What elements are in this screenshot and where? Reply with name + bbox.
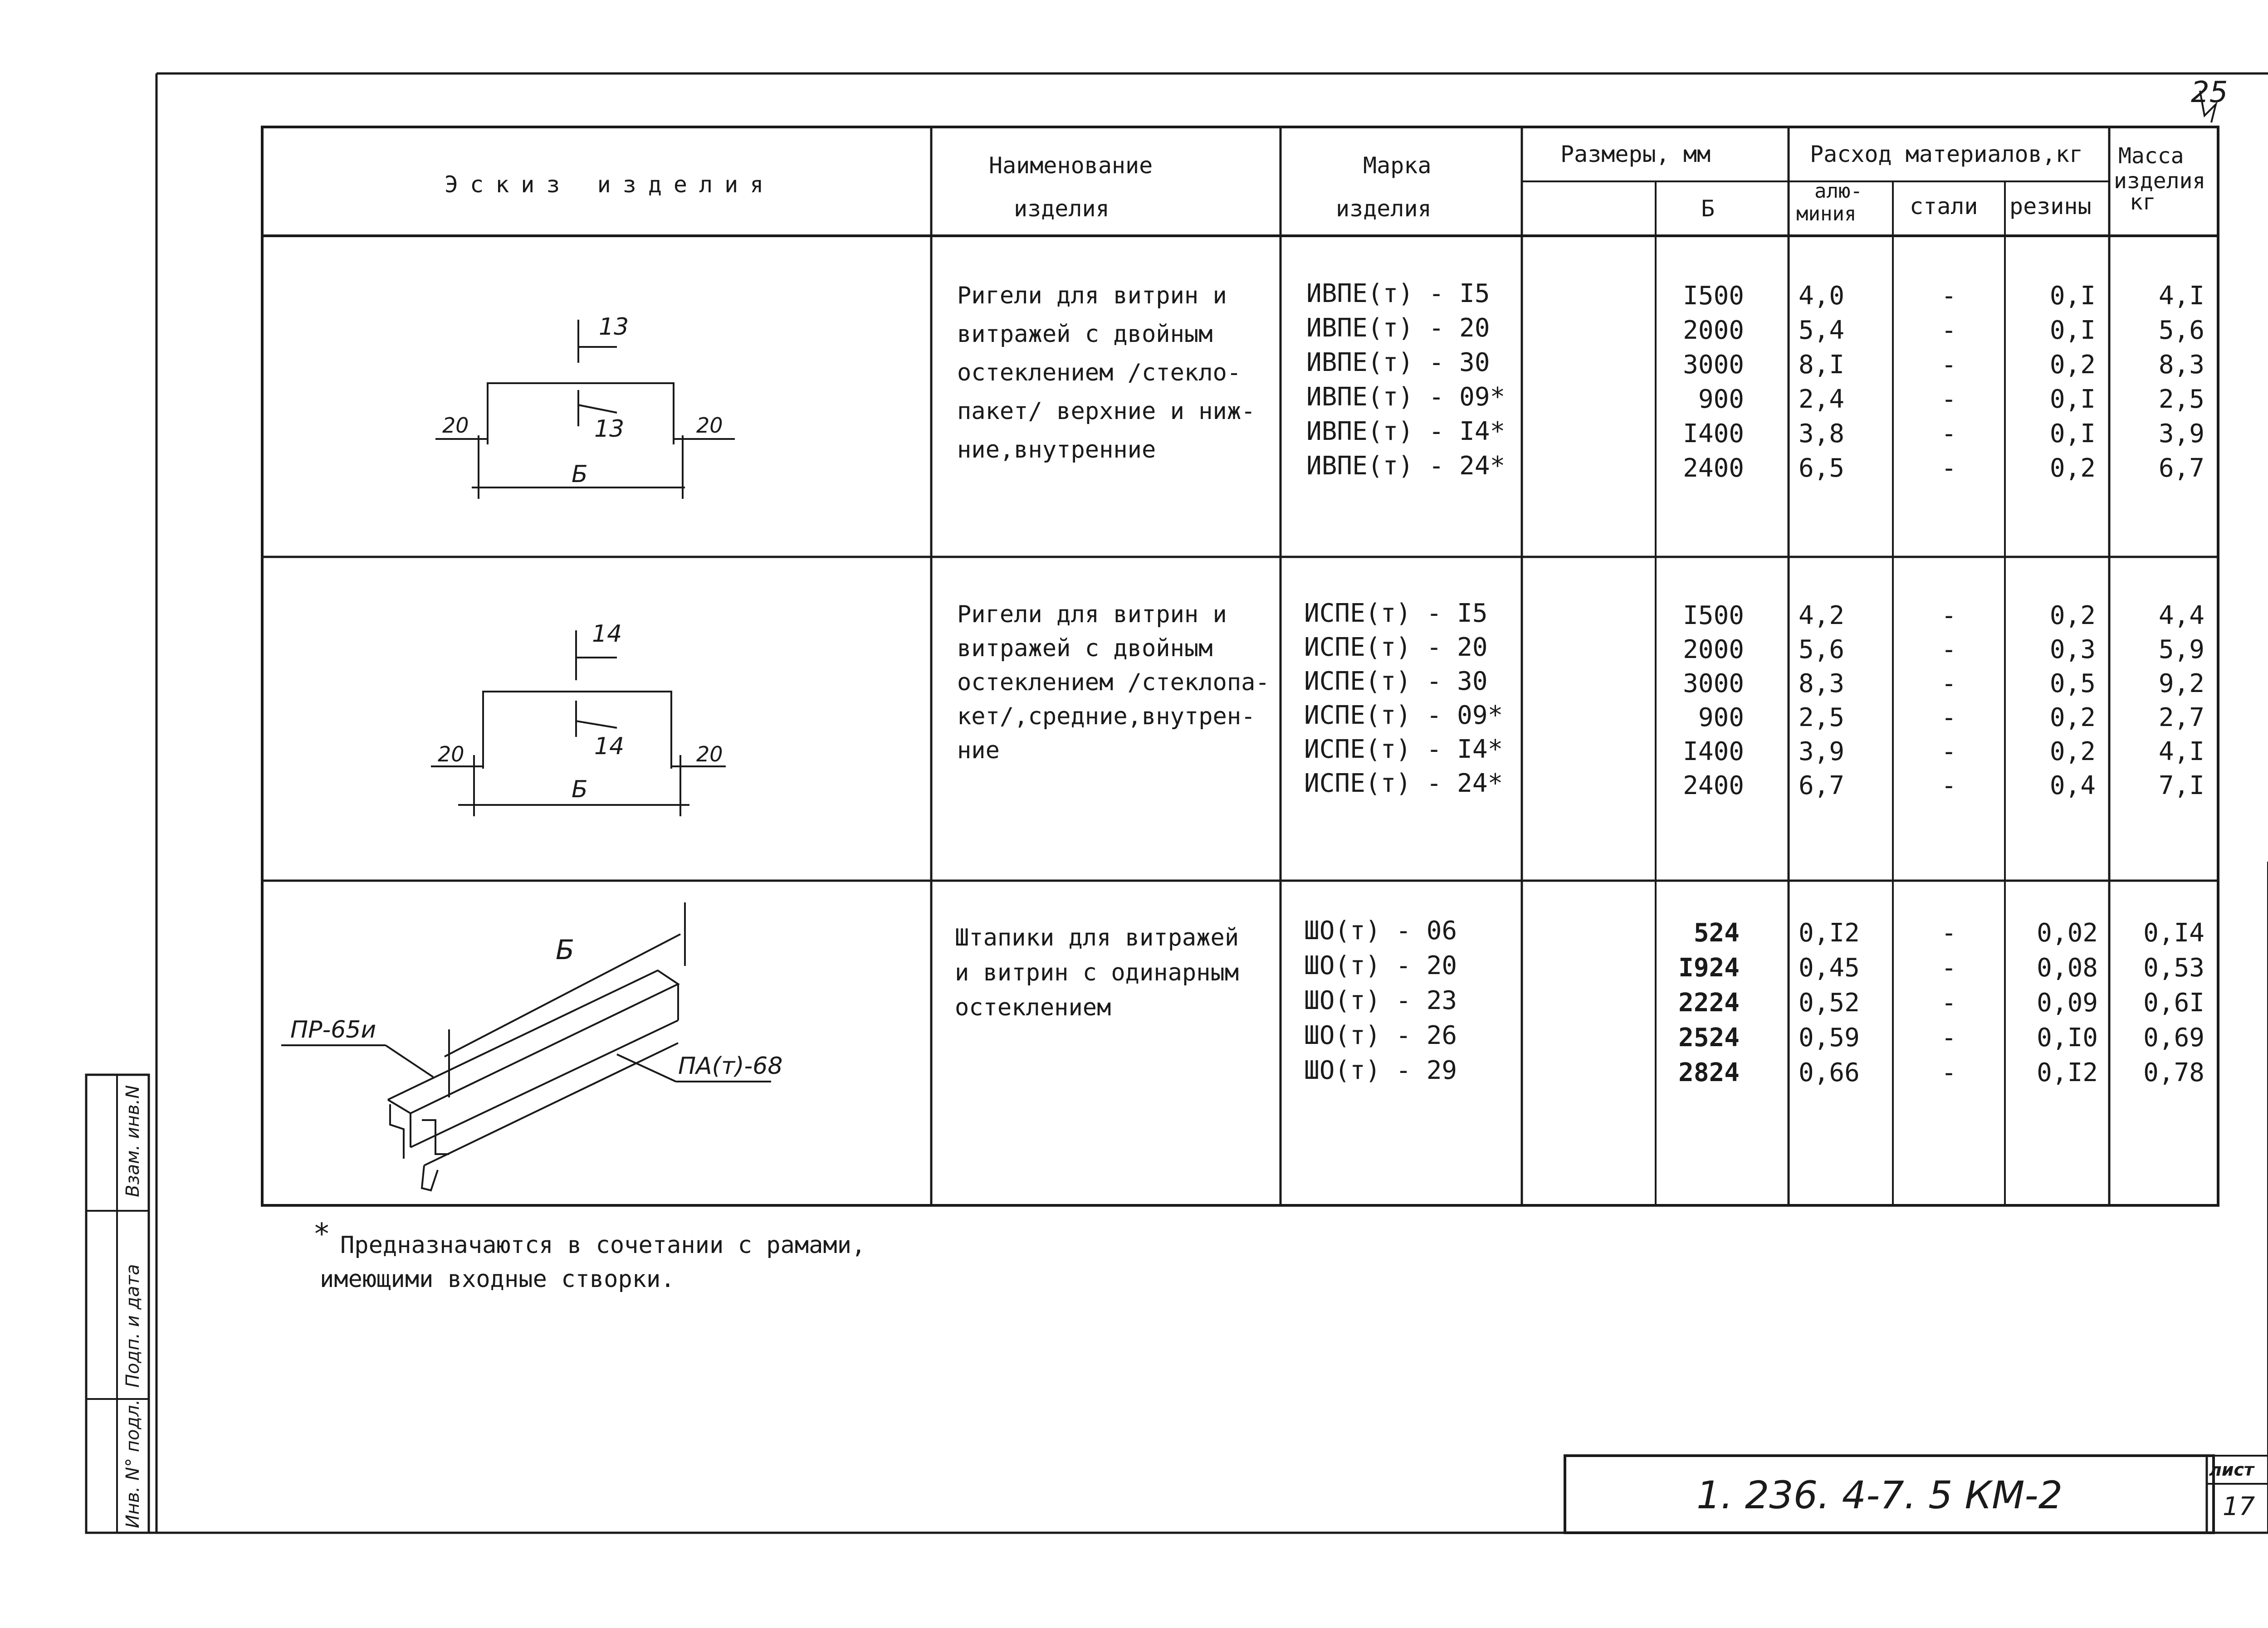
section-2-alu: [1789, 601, 1880, 805]
cell-steel: -: [1941, 601, 1957, 630]
cell-alu: 0,59: [1799, 1023, 1860, 1053]
cell-rubber: 0,2: [2049, 350, 2096, 380]
cell-steel: -: [1941, 737, 1957, 766]
table-row: ШО(т) - 29: [1304, 1056, 1457, 1085]
cell-alu: 5,4: [1799, 316, 1845, 345]
cell-rubber: 0,I: [2049, 385, 2096, 414]
table-row: ШО(т) - 23: [1304, 986, 1457, 1015]
sketch-1-section-bottom: 13: [594, 415, 625, 443]
cell-mass: 2,7: [2158, 703, 2204, 732]
section-2-rubber: [2005, 601, 2096, 805]
header-name-1: Наименование: [989, 152, 1153, 179]
cell-b: 900: [1698, 703, 1744, 732]
table-row: ИСПЕ(т) - 20: [1304, 633, 1488, 662]
table-row: ИВПЕ(т) - 20: [1306, 313, 1490, 343]
header-alu-2: миния: [1796, 202, 1857, 225]
sketch-3-profile-right: ПА(т)-68: [678, 1053, 783, 1080]
sheet-label: лист: [2209, 1460, 2254, 1480]
sidebar-signature-date: Подп. и дата: [122, 1264, 143, 1388]
cell-alu: 8,I: [1799, 350, 1845, 380]
cell-b: 3000: [1683, 350, 1744, 380]
cell-b: 2400: [1683, 771, 1744, 800]
section-2-marks: [1304, 601, 1503, 805]
cell-rubber: 0,2: [2049, 453, 2096, 483]
cell-steel: -: [1941, 1023, 1957, 1053]
section-1-steel: [1893, 281, 2005, 488]
cell-alu: 2,4: [1799, 385, 1845, 414]
cell-alu: 0,I2: [1799, 918, 1860, 948]
cell-b: 2400: [1683, 453, 1744, 483]
cell-rubber: 0,2: [2049, 737, 2096, 766]
section-3-alu: [1789, 918, 1880, 1093]
section-2-name: Ригели для витрин и витражей с двойным остеклением /стеклопа- кет/,средние,внутрен- ние: [957, 601, 1270, 764]
cell-alu: 6,7: [1799, 771, 1845, 800]
cell-rubber: 0,09: [2037, 988, 2098, 1018]
cell-mass: 0,I4: [2143, 918, 2204, 948]
cell-rubber: 0,2: [2049, 703, 2096, 732]
corner-page-number: 25: [2191, 76, 2228, 109]
cell-steel: -: [1941, 385, 1957, 414]
cell-alu: 3,9: [1799, 737, 1845, 766]
sketch-2-dim-left: 20: [438, 742, 464, 766]
cell-b: 3000: [1683, 669, 1744, 698]
header-mass-3: кг: [2130, 190, 2156, 215]
table-row: ШО(т) - 06: [1304, 916, 1457, 946]
header-mark-1: Марка: [1363, 152, 1432, 179]
cell-steel: -: [1941, 771, 1957, 800]
cell-alu: 5,6: [1799, 635, 1845, 664]
table-row: ИСПЕ(т) - 24*: [1304, 769, 1503, 798]
cell-rubber: 0,5: [2049, 669, 2096, 698]
cell-steel: -: [1941, 953, 1957, 983]
cell-mass: 2,5: [2158, 385, 2204, 414]
cell-b: I500: [1683, 601, 1744, 630]
cell-rubber: 0,02: [2037, 918, 2098, 948]
cell-steel: -: [1941, 419, 1957, 448]
cell-rubber: 0,3: [2049, 635, 2096, 664]
cell-rubber: 0,I2: [2037, 1058, 2098, 1087]
table-row: ШО(т) - 20: [1304, 951, 1457, 980]
cell-steel: -: [1941, 703, 1957, 732]
cell-rubber: 0,08: [2037, 953, 2098, 983]
cell-mass: 0,53: [2143, 953, 2204, 983]
cell-rubber: 0,I: [2049, 419, 2096, 448]
header-sizes: Размеры, мм: [1560, 141, 1711, 167]
sketch-3-dim-b: Б: [556, 934, 575, 966]
section-2-steel: [1893, 601, 2005, 805]
cell-steel: -: [1941, 281, 1957, 311]
cell-mass: 4,4: [2158, 601, 2204, 630]
table-row: ИВПЕ(т) - 09*: [1306, 382, 1505, 412]
sketch-1-dim-b: Б: [572, 461, 588, 488]
cell-b: 524: [1693, 918, 1740, 948]
footnote-line-2: имеющими входные створки.: [320, 1266, 675, 1293]
section-3-marks: [1304, 918, 1457, 1093]
section-3-b: [1656, 918, 1740, 1093]
cell-rubber: 0,4: [2049, 771, 2096, 800]
cell-rubber: 0,I0: [2037, 1023, 2098, 1053]
header-sizes-b: Б: [1701, 195, 1715, 222]
section-1-marks: [1306, 281, 1505, 488]
table-row: ШО(т) - 26: [1304, 1021, 1457, 1050]
cell-alu: 6,5: [1799, 453, 1845, 483]
cell-alu: 8,3: [1799, 669, 1845, 698]
cell-b: I400: [1683, 737, 1744, 766]
table-row: ИВПЕ(т) - 30: [1306, 348, 1490, 377]
section-1-alu: [1789, 281, 1880, 488]
section-3-mass: [2109, 918, 2204, 1093]
table-row: ИСПЕ(т) - 30: [1304, 667, 1488, 696]
cell-mass: 0,78: [2143, 1058, 2204, 1087]
sidebar-replacement-inv: Взам. инв.N: [122, 1085, 143, 1197]
section-2-b: [1656, 601, 1744, 805]
cell-b: 2524: [1678, 1023, 1740, 1053]
header-alu-1: алю-: [1814, 180, 1862, 203]
sketch-glazing-bead: [281, 902, 771, 1190]
cell-steel: -: [1941, 988, 1957, 1018]
sketch-3-profile-left: ПР-65и: [290, 1016, 376, 1043]
footnote-star: *: [313, 1218, 331, 1251]
header-mass-2: изделия: [2114, 168, 2206, 194]
cell-mass: 0,69: [2143, 1023, 2204, 1053]
cell-mass: 4,I: [2158, 737, 2204, 766]
sketch-2-section-bottom: 14: [594, 733, 625, 760]
cell-steel: -: [1941, 918, 1957, 948]
sketch-1-dim-left: 20: [442, 413, 469, 438]
table-row: ИСПЕ(т) - I5: [1304, 599, 1488, 628]
cell-mass: 8,3: [2158, 350, 2204, 380]
cell-rubber: 0,I: [2049, 316, 2096, 345]
cell-mass: 5,9: [2158, 635, 2204, 664]
section-2-mass: [2109, 601, 2204, 805]
header-mark-2: изделия: [1336, 195, 1432, 222]
sketch-1-section-top: 13: [599, 313, 629, 341]
section-3-steel: [1893, 918, 2005, 1093]
cell-mass: 6,7: [2158, 453, 2204, 483]
sketch-2-dim-right: 20: [696, 742, 723, 766]
cell-alu: 0,52: [1799, 988, 1860, 1018]
cell-alu: 3,8: [1799, 419, 1845, 448]
table-row: ИВПЕ(т) - I4*: [1306, 417, 1505, 446]
cell-alu: 4,2: [1799, 601, 1845, 630]
header-name-2: изделия: [1014, 195, 1110, 222]
cell-alu: 0,66: [1799, 1058, 1860, 1087]
cell-b: 2000: [1683, 635, 1744, 664]
cell-steel: -: [1941, 1058, 1957, 1087]
cell-mass: 7,I: [2158, 771, 2204, 800]
cell-rubber: 0,I: [2049, 281, 2096, 311]
cell-steel: -: [1941, 635, 1957, 664]
cell-alu: 0,45: [1799, 953, 1860, 983]
header-consumption: Расход материалов,кг: [1810, 141, 2083, 167]
cell-b: I924: [1678, 953, 1740, 983]
cell-steel: -: [1941, 669, 1957, 698]
cell-alu: 2,5: [1799, 703, 1845, 732]
cell-mass: 4,I: [2158, 281, 2204, 311]
cell-b: I400: [1683, 419, 1744, 448]
table-row: ИСПЕ(т) - 09*: [1304, 701, 1503, 730]
table-row: ИВПЕ(т) - I5: [1306, 279, 1490, 308]
section-1-b: [1656, 281, 1744, 488]
section-1-name: Ригели для витрин и витражей с двойным остеклением /стекло- пакет/ верхние и ниж- ние,внутренние: [957, 282, 1256, 463]
sketch-2-dim-b: Б: [572, 776, 588, 803]
sketch-2-section-top: 14: [592, 620, 622, 648]
cell-mass: 3,9: [2158, 419, 2204, 448]
table-row: ИСПЕ(т) - I4*: [1304, 735, 1503, 764]
section-1-rubber: [2005, 281, 2096, 488]
cell-mass: 0,6I: [2143, 988, 2204, 1018]
sketch-1-dim-right: 20: [696, 413, 723, 438]
cell-steel: -: [1941, 316, 1957, 345]
cell-b: 2224: [1678, 988, 1740, 1018]
cell-rubber: 0,2: [2049, 601, 2096, 630]
cell-b: 2824: [1678, 1058, 1740, 1087]
cell-b: 2000: [1683, 316, 1744, 345]
cell-mass: 9,2: [2158, 669, 2204, 698]
cell-mass: 5,6: [2158, 316, 2204, 345]
section-3-rubber: [2005, 918, 2098, 1093]
header-mass-1: Масса: [2118, 143, 2184, 169]
header-steel: стали: [1910, 193, 1978, 219]
cell-steel: -: [1941, 453, 1957, 483]
section-1-mass: [2109, 281, 2204, 488]
table-row: ИВПЕ(т) - 24*: [1306, 451, 1505, 481]
section-3-name: Штапики для витражей и витрин с одинарным остеклением: [955, 924, 1239, 1021]
cell-alu: 4,0: [1799, 281, 1845, 311]
cell-b: I500: [1683, 281, 1744, 311]
sheet-number: 17: [2223, 1492, 2255, 1521]
sidebar-original-inv: Инв. N° подл.: [122, 1399, 143, 1528]
cell-b: 900: [1698, 385, 1744, 414]
document-code: 1. 236. 4-7. 5 КМ-2: [1696, 1473, 2063, 1517]
footnote-line-1: Предназначаются в сочетании с рамами,: [340, 1232, 866, 1259]
cell-steel: -: [1941, 350, 1957, 380]
header-sketch: Эскиз изделия: [445, 171, 776, 198]
header-rubber: резины: [2009, 193, 2092, 219]
